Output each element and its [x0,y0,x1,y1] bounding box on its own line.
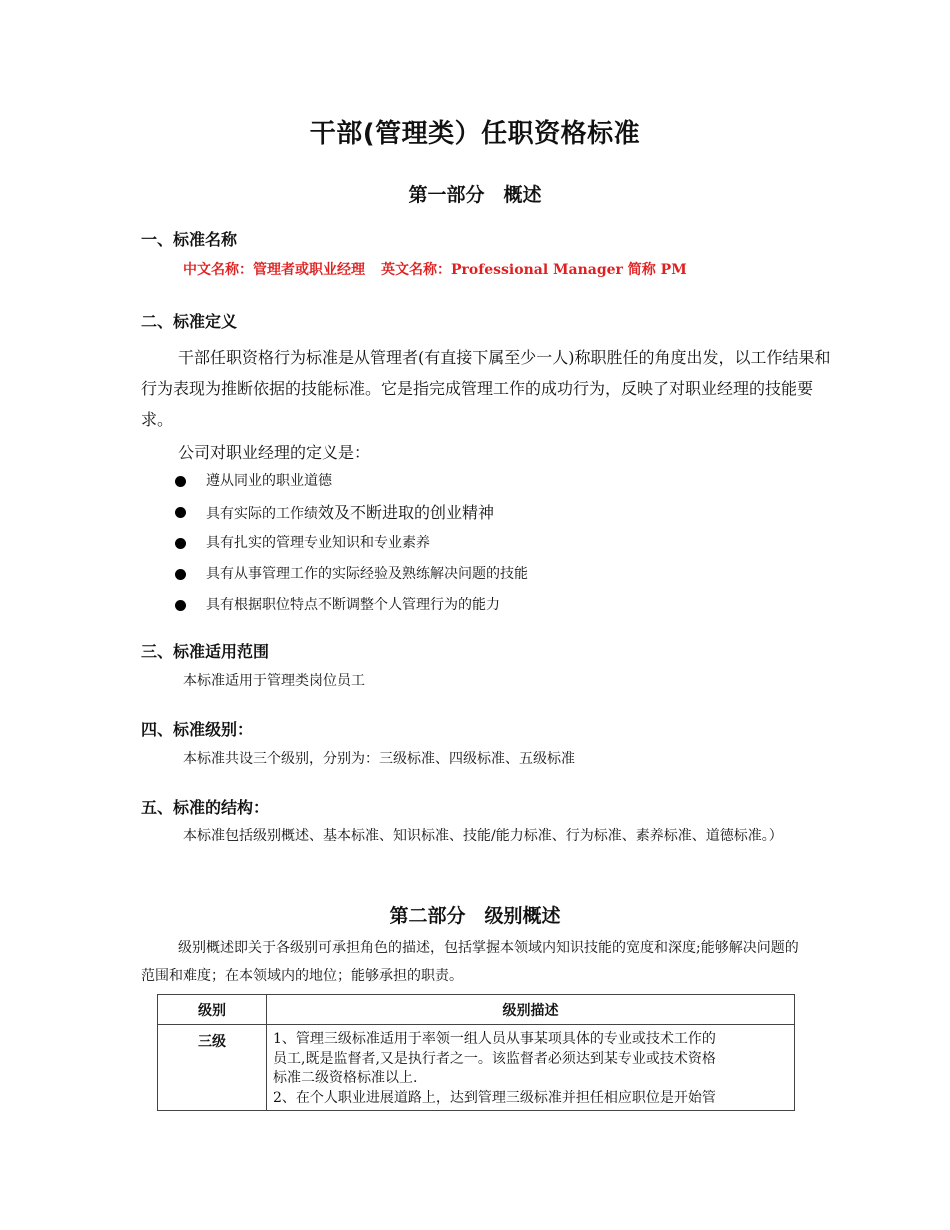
part2-heading: 第二部分 级别概述 [389,905,561,927]
column-header-level: 级别 [158,995,267,1025]
section5-heading: 五、标准的结构： [141,798,270,817]
bullet-icon [175,476,186,487]
list-item: 具有根据职位特点不断调整个人管理行为的能力 [172,590,528,621]
bullet-icon [175,600,186,611]
list-item: 具有从事管理工作的实际经验及熟练解决问题的技能 [172,559,528,590]
bullet-icon [175,538,186,549]
part2-intro: 级别概述即关于各级别可承担角色的描述，包括掌握本领域内知识技能的宽度和深度;能够解决问题的范围和难度；在本领域内的地位；能够承担的职责。 [141,940,799,984]
table-header-row [158,995,795,1025]
section2-heading: 二、标准定义 [141,312,238,331]
english-name: 英文名称：Professional Manager 简称 PM [381,262,687,278]
level-table [157,994,795,1111]
table-row [158,1025,795,1111]
list-item: 具有扎实的管理专业知识和专业素养 [172,528,528,559]
list-item: 遵从同业的职业道德 [172,466,528,497]
column-header-description: 级别描述 [267,995,795,1025]
manager-definition-list [172,466,528,621]
bullet-icon [175,569,186,580]
part1-heading: 第一部分 概述 [408,184,542,206]
level-cell: 三级 [158,1025,267,1111]
definition-paragraph: 干部任职资格行为标准是从管理者(有直接下属至少一人)称职胜任的角度出发，以工作结果和行为表现为推断依据的技能标准。它是指完成管理工作的成功行为，反映了对职业经理的技能要求。 [141,348,831,429]
standard-names [183,259,687,279]
levels-text: 本标准共设三个级别，分别为：三级标准、四级标准、五级标准 [183,751,575,767]
structure-text: 本标准包括级别概述、基本标准、知识标准、技能/能力标准、行为标准、素养标准、道德标准。） [183,828,783,844]
section3-heading: 三、标准适用范围 [141,642,270,661]
section1-heading: 一、标准名称 [141,230,238,249]
document-title: 干部(管理类）任职资格标准 [309,119,641,149]
list-item: 具有实际的工作绩效及不断进取的创业精神 [172,497,528,528]
description-cell: 1、管理三级标准适用于率领一组人员从事某项具体的专业或技术工作的 员工,既是监督者,又是执行者之一。该监督者必须达到某专业或技术资格 标准二级资格标准以上. 2、在个人职业进展道路上，达到管理三级标准并担任相应职位是开始管 [267,1025,795,1111]
bullet-icon [175,507,186,518]
definition-lead: 公司对职业经理的定义是： [178,443,371,462]
scope-text: 本标准适用于管理类岗位员工 [183,673,365,689]
chinese-name: 中文名称：管理者或职业经理 [183,262,365,278]
section4-heading: 四、标准级别： [141,720,254,739]
